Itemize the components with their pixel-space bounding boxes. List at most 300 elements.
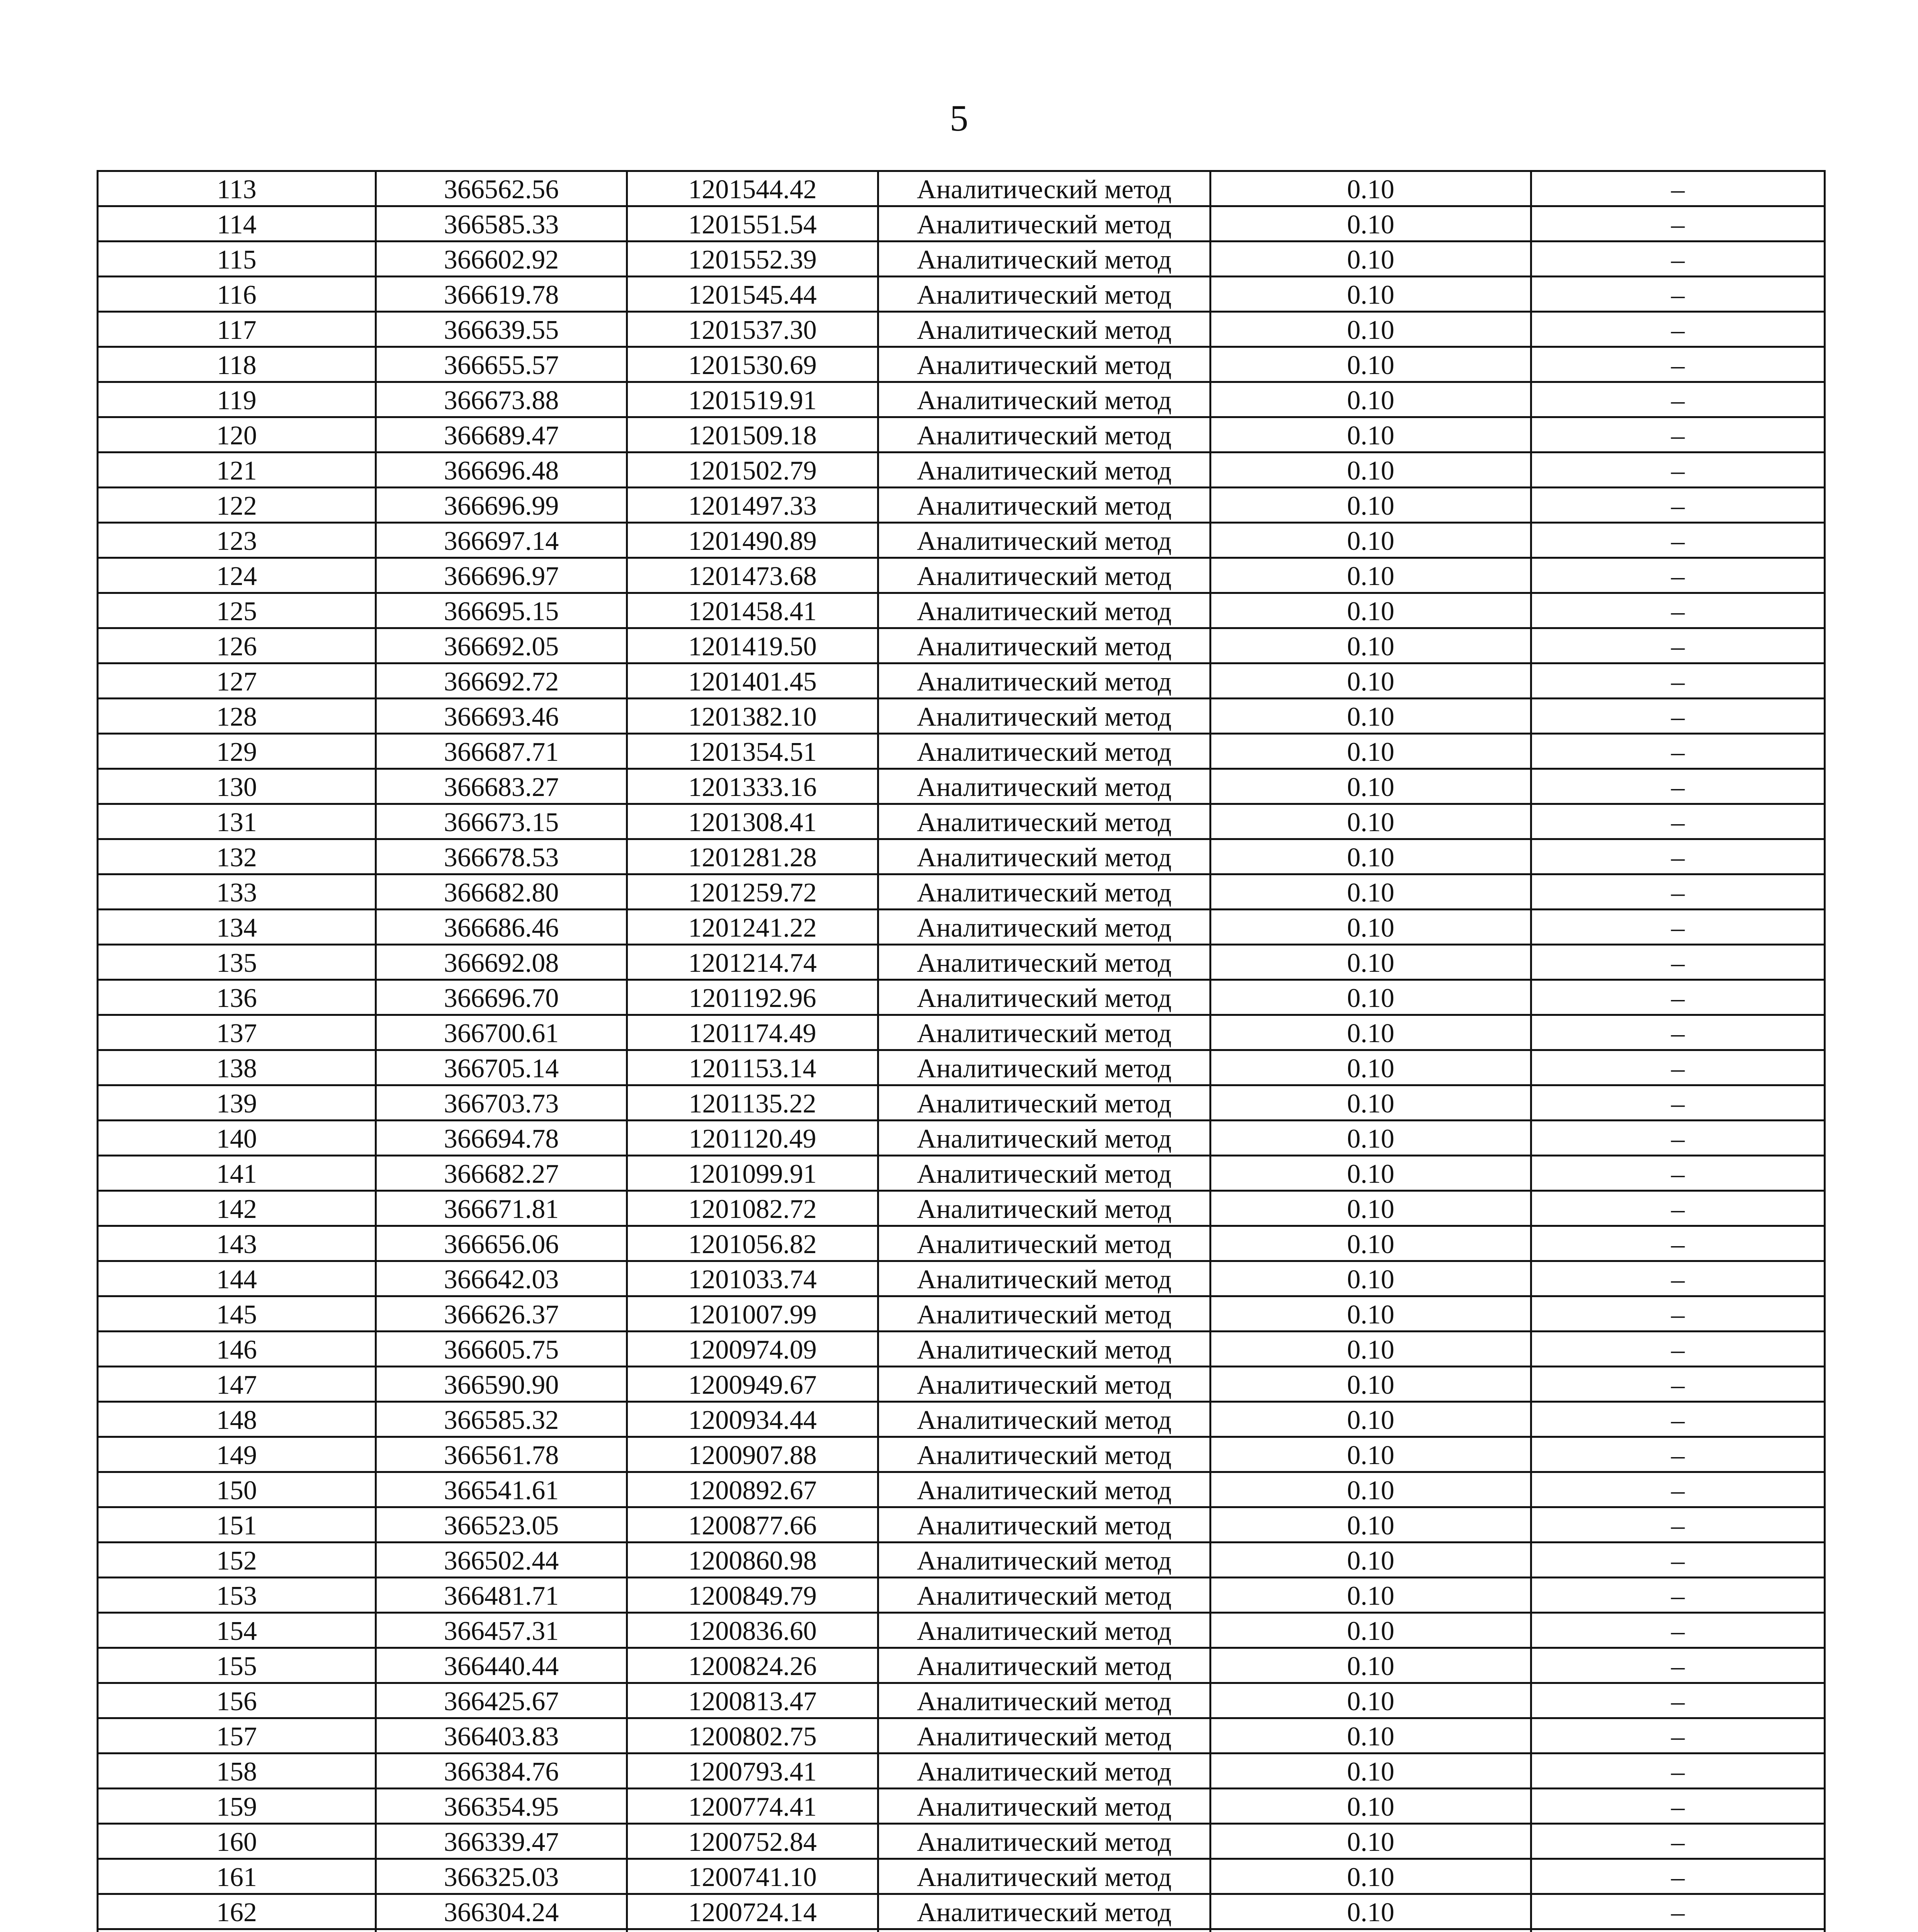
x-coordinate-cell: 366585.32 <box>376 1402 627 1437</box>
accuracy-cell: 0.10 <box>1211 1613 1531 1648</box>
table-row <box>98 839 1825 874</box>
x-coordinate-cell: 366687.71 <box>376 734 627 769</box>
accuracy-cell: 0.10 <box>1211 1648 1531 1683</box>
x-coordinate-cell: 366541.61 <box>376 1472 627 1507</box>
accuracy-cell: 0.10 <box>1211 1824 1531 1859</box>
y-coordinate-cell: 1201192.96 <box>627 980 878 1015</box>
point-number-cell: 159 <box>98 1789 376 1824</box>
accuracy-cell: 0.10 <box>1211 1507 1531 1543</box>
y-coordinate-cell: 1201214.74 <box>627 945 878 980</box>
table-row <box>98 910 1825 945</box>
x-coordinate-cell: 366682.80 <box>376 874 627 910</box>
method-cell: Аналитический метод <box>878 206 1211 242</box>
point-number-cell: 134 <box>98 910 376 945</box>
method-cell: Аналитический метод <box>878 452 1211 488</box>
note-cell: – <box>1531 382 1825 417</box>
method-cell: Аналитический метод <box>878 312 1211 347</box>
accuracy-cell: 0.10 <box>1211 206 1531 242</box>
table-row <box>98 1683 1825 1718</box>
method-cell: Аналитический метод <box>878 277 1211 312</box>
coordinates-table <box>97 170 1826 1932</box>
point-number-cell: 113 <box>98 171 376 206</box>
note-cell: – <box>1531 171 1825 206</box>
note-cell: – <box>1531 1753 1825 1789</box>
point-number-cell: 156 <box>98 1683 376 1718</box>
x-coordinate-cell: 366678.53 <box>376 839 627 874</box>
note-cell: – <box>1531 1332 1825 1367</box>
table-row <box>98 1437 1825 1472</box>
x-coordinate-cell: 366403.83 <box>376 1718 627 1753</box>
table-row <box>98 980 1825 1015</box>
x-coordinate-cell: 366602.92 <box>376 242 627 277</box>
accuracy-cell: 0.10 <box>1211 171 1531 206</box>
table-row <box>98 1929 1825 1932</box>
accuracy-cell: 0.10 <box>1211 769 1531 804</box>
table-row <box>98 593 1825 628</box>
point-number-cell: 148 <box>98 1402 376 1437</box>
y-coordinate-cell: 1201333.16 <box>627 769 878 804</box>
point-number-cell: 146 <box>98 1332 376 1367</box>
point-number-cell: 115 <box>98 242 376 277</box>
point-number-cell: 160 <box>98 1824 376 1859</box>
note-cell: – <box>1531 734 1825 769</box>
table-row <box>98 1894 1825 1929</box>
y-coordinate-cell: 1201241.22 <box>627 910 878 945</box>
method-cell: Аналитический метод <box>878 1050 1211 1085</box>
y-coordinate-cell: 1201490.89 <box>627 523 878 558</box>
note-cell: – <box>1531 1156 1825 1191</box>
x-coordinate-cell: 366673.15 <box>376 804 627 839</box>
table-row <box>98 382 1825 417</box>
x-coordinate-cell: 366696.99 <box>376 488 627 523</box>
method-cell: Аналитический метод <box>878 839 1211 874</box>
table-row <box>98 558 1825 593</box>
accuracy-cell: 0.10 <box>1211 910 1531 945</box>
note-cell: – <box>1531 769 1825 804</box>
note-cell: – <box>1531 804 1825 839</box>
table-row <box>98 699 1825 734</box>
method-cell: Аналитический метод <box>878 488 1211 523</box>
accuracy-cell: 0.10 <box>1211 1015 1531 1050</box>
x-coordinate-cell: 366642.03 <box>376 1261 627 1296</box>
accuracy-cell: 0.10 <box>1211 277 1531 312</box>
accuracy-cell: 0.10 <box>1211 874 1531 910</box>
y-coordinate-cell: 1201033.74 <box>627 1261 878 1296</box>
x-coordinate-cell: 366673.88 <box>376 382 627 417</box>
y-coordinate-cell: 1200802.75 <box>627 1718 878 1753</box>
x-coordinate-cell: 366696.97 <box>376 558 627 593</box>
table-row <box>98 663 1825 699</box>
method-cell: Аналитический метод <box>878 171 1211 206</box>
table-row <box>98 206 1825 242</box>
note-cell: – <box>1531 1296 1825 1332</box>
x-coordinate-cell: 366561.78 <box>376 1437 627 1472</box>
method-cell: Аналитический метод <box>878 558 1211 593</box>
note-cell: – <box>1531 417 1825 452</box>
accuracy-cell: 0.10 <box>1211 945 1531 980</box>
accuracy-cell: 0.10 <box>1211 1859 1531 1894</box>
y-coordinate-cell: 1201530.69 <box>627 347 878 382</box>
table-row <box>98 1472 1825 1507</box>
table-row <box>98 277 1825 312</box>
y-coordinate-cell: 1200949.67 <box>627 1367 878 1402</box>
x-coordinate-cell: 366694.78 <box>376 1121 627 1156</box>
x-coordinate-cell: 366304.24 <box>376 1894 627 1929</box>
x-coordinate-cell: 366689.47 <box>376 417 627 452</box>
y-coordinate-cell: 1200934.44 <box>627 1402 878 1437</box>
y-coordinate-cell: 1201537.30 <box>627 312 878 347</box>
method-cell: Аналитический метод <box>878 347 1211 382</box>
table-row <box>98 488 1825 523</box>
accuracy-cell: 0.10 <box>1211 1191 1531 1226</box>
y-coordinate-cell: 1201545.44 <box>627 277 878 312</box>
y-coordinate-cell: 1201153.14 <box>627 1050 878 1085</box>
note-cell: – <box>1531 980 1825 1015</box>
note-cell: – <box>1531 593 1825 628</box>
table-row <box>98 945 1825 980</box>
accuracy-cell: 0.10 <box>1211 1402 1531 1437</box>
x-coordinate-cell: 366697.14 <box>376 523 627 558</box>
table-row <box>98 1824 1825 1859</box>
accuracy-cell: 0.10 <box>1211 488 1531 523</box>
note-cell: – <box>1531 1121 1825 1156</box>
y-coordinate-cell: 1200974.09 <box>627 1332 878 1367</box>
accuracy-cell: 0.10 <box>1211 699 1531 734</box>
point-number-cell: 119 <box>98 382 376 417</box>
note-cell: – <box>1531 1226 1825 1261</box>
y-coordinate-cell: 1200813.47 <box>627 1683 878 1718</box>
x-coordinate-cell: 366523.05 <box>376 1507 627 1543</box>
note-cell: – <box>1531 699 1825 734</box>
table-row <box>98 242 1825 277</box>
y-coordinate-cell: 1201458.41 <box>627 593 878 628</box>
accuracy-cell: 0.10 <box>1211 1753 1531 1789</box>
accuracy-cell: 0.10 <box>1211 312 1531 347</box>
x-coordinate-cell: 366692.72 <box>376 663 627 699</box>
x-coordinate-cell: 366695.15 <box>376 593 627 628</box>
point-number-cell: 118 <box>98 347 376 382</box>
method-cell: Аналитический метод <box>878 1648 1211 1683</box>
x-coordinate-cell: 366683.27 <box>376 769 627 804</box>
table-row <box>98 171 1825 206</box>
accuracy-cell: 0.10 <box>1211 1578 1531 1613</box>
accuracy-cell: 0.10 <box>1211 452 1531 488</box>
accuracy-cell: 0.10 <box>1211 1718 1531 1753</box>
method-cell: Аналитический метод <box>878 699 1211 734</box>
y-coordinate-cell: 1201281.28 <box>627 839 878 874</box>
y-coordinate-cell: 1200849.79 <box>627 1578 878 1613</box>
y-coordinate-cell: 1201135.22 <box>627 1085 878 1121</box>
method-cell: Аналитический метод <box>878 1191 1211 1226</box>
accuracy-cell: 0.10 <box>1211 1226 1531 1261</box>
note-cell: – <box>1531 206 1825 242</box>
x-coordinate-cell: 366639.55 <box>376 312 627 347</box>
method-cell: Аналитический метод <box>878 1613 1211 1648</box>
point-number-cell: 144 <box>98 1261 376 1296</box>
note-cell: – <box>1531 312 1825 347</box>
method-cell: Аналитический метод <box>878 1859 1211 1894</box>
note-cell: – <box>1531 1402 1825 1437</box>
table-row <box>98 1753 1825 1789</box>
y-coordinate-cell: 1201509.18 <box>627 417 878 452</box>
y-coordinate-cell: 1200877.66 <box>627 1507 878 1543</box>
y-coordinate-cell: 1200741.10 <box>627 1859 878 1894</box>
table-row <box>98 523 1825 558</box>
point-number-cell: 155 <box>98 1648 376 1683</box>
point-number-cell: 161 <box>98 1859 376 1894</box>
accuracy-cell: 0.10 <box>1211 1050 1531 1085</box>
method-cell: Аналитический метод <box>878 1085 1211 1121</box>
accuracy-cell: 0.10 <box>1211 242 1531 277</box>
x-coordinate-cell: 366590.90 <box>376 1367 627 1402</box>
table-row <box>98 1121 1825 1156</box>
method-cell: Аналитический метод <box>878 1015 1211 1050</box>
accuracy-cell: 0.10 <box>1211 1261 1531 1296</box>
method-cell: Аналитический метод <box>878 1402 1211 1437</box>
method-cell: Аналитический метод <box>878 1437 1211 1472</box>
x-coordinate-cell: 366705.14 <box>376 1050 627 1085</box>
accuracy-cell: 0.10 <box>1211 628 1531 663</box>
point-number-cell: 136 <box>98 980 376 1015</box>
table-row <box>98 417 1825 452</box>
method-cell: Аналитический метод <box>878 1824 1211 1859</box>
method-cell: Аналитический метод <box>878 874 1211 910</box>
x-coordinate-cell: 366682.27 <box>376 1156 627 1191</box>
method-cell: Аналитический метод <box>878 1156 1211 1191</box>
method-cell: Аналитический метод <box>878 980 1211 1015</box>
accuracy-cell: 0.10 <box>1211 1121 1531 1156</box>
y-coordinate-cell: 1201551.54 <box>627 206 878 242</box>
x-coordinate-cell: 366696.70 <box>376 980 627 1015</box>
table-row <box>98 1156 1825 1191</box>
point-number-cell: 158 <box>98 1753 376 1789</box>
x-coordinate-cell: 366481.71 <box>376 1578 627 1613</box>
note-cell: – <box>1531 1472 1825 1507</box>
point-number-cell: 143 <box>98 1226 376 1261</box>
x-coordinate-cell: 366692.08 <box>376 945 627 980</box>
y-coordinate-cell: 1200824.26 <box>627 1648 878 1683</box>
method-cell: Аналитический метод <box>878 945 1211 980</box>
note-cell: – <box>1531 1683 1825 1718</box>
point-number-cell: 124 <box>98 558 376 593</box>
method-cell: Аналитический метод <box>878 1578 1211 1613</box>
method-cell: Аналитический метод <box>878 1472 1211 1507</box>
point-number-cell: 121 <box>98 452 376 488</box>
method-cell <box>878 1929 1211 1932</box>
x-coordinate-cell: 366605.75 <box>376 1332 627 1367</box>
x-coordinate-cell: 366339.47 <box>376 1824 627 1859</box>
point-number-cell: 133 <box>98 874 376 910</box>
point-number-cell: 128 <box>98 699 376 734</box>
point-number-cell: 140 <box>98 1121 376 1156</box>
y-coordinate-cell: 1201544.42 <box>627 171 878 206</box>
note-cell: – <box>1531 1648 1825 1683</box>
x-coordinate-cell: 366703.73 <box>376 1085 627 1121</box>
point-number-cell: 122 <box>98 488 376 523</box>
table-body <box>98 171 1825 1932</box>
x-coordinate-cell: 366671.81 <box>376 1191 627 1226</box>
x-coordinate-cell: 366585.33 <box>376 206 627 242</box>
y-coordinate-cell: 1201308.41 <box>627 804 878 839</box>
note-cell: – <box>1531 1613 1825 1648</box>
y-coordinate-cell: 1201007.99 <box>627 1296 878 1332</box>
note-cell: – <box>1531 1789 1825 1824</box>
note-cell: – <box>1531 523 1825 558</box>
accuracy-cell: 0.10 <box>1211 1156 1531 1191</box>
accuracy-cell: 0.10 <box>1211 663 1531 699</box>
method-cell: Аналитический метод <box>878 910 1211 945</box>
accuracy-cell: 0.10 <box>1211 558 1531 593</box>
x-coordinate-cell: 366384.76 <box>376 1753 627 1789</box>
y-coordinate-cell: 1200907.88 <box>627 1437 878 1472</box>
y-coordinate-cell: 1201174.49 <box>627 1015 878 1050</box>
y-coordinate-cell: 1201552.39 <box>627 242 878 277</box>
accuracy-cell: 0.10 <box>1211 1085 1531 1121</box>
method-cell: Аналитический метод <box>878 1543 1211 1578</box>
method-cell: Аналитический метод <box>878 1296 1211 1332</box>
method-cell: Аналитический метод <box>878 1753 1211 1789</box>
y-coordinate-cell: 1200892.67 <box>627 1472 878 1507</box>
note-cell: – <box>1531 1015 1825 1050</box>
y-coordinate-cell: 1200752.84 <box>627 1824 878 1859</box>
x-coordinate-cell: 366686.46 <box>376 910 627 945</box>
y-coordinate-cell: 1201120.49 <box>627 1121 878 1156</box>
point-number-cell: 117 <box>98 312 376 347</box>
point-number-cell: 137 <box>98 1015 376 1050</box>
x-coordinate-cell: 366325.03 <box>376 1859 627 1894</box>
method-cell: Аналитический метод <box>878 382 1211 417</box>
x-coordinate-cell <box>376 1929 627 1932</box>
point-number-cell: 139 <box>98 1085 376 1121</box>
y-coordinate-cell: 1201419.50 <box>627 628 878 663</box>
point-number-cell: 154 <box>98 1613 376 1648</box>
x-coordinate-cell: 366502.44 <box>376 1543 627 1578</box>
note-cell: – <box>1531 1085 1825 1121</box>
point-number-cell: 131 <box>98 804 376 839</box>
note-cell: – <box>1531 1824 1825 1859</box>
point-number-cell: 130 <box>98 769 376 804</box>
note-cell: – <box>1531 1894 1825 1929</box>
method-cell: Аналитический метод <box>878 769 1211 804</box>
y-coordinate-cell: 1200724.14 <box>627 1894 878 1929</box>
y-coordinate-cell: 1201401.45 <box>627 663 878 699</box>
accuracy-cell: 0.10 <box>1211 980 1531 1015</box>
method-cell: Аналитический метод <box>878 1894 1211 1929</box>
x-coordinate-cell: 366626.37 <box>376 1296 627 1332</box>
method-cell: Аналитический метод <box>878 242 1211 277</box>
point-number-cell: 142 <box>98 1191 376 1226</box>
table-row <box>98 628 1825 663</box>
note-cell: – <box>1531 1859 1825 1894</box>
table-row <box>98 1085 1825 1121</box>
point-number-cell: 125 <box>98 593 376 628</box>
point-number-cell: 150 <box>98 1472 376 1507</box>
table-row <box>98 1789 1825 1824</box>
point-number-cell: 114 <box>98 206 376 242</box>
note-cell: – <box>1531 874 1825 910</box>
y-coordinate-cell: 1201473.68 <box>627 558 878 593</box>
y-coordinate-cell <box>627 1929 878 1932</box>
point-number-cell <box>98 1929 376 1932</box>
table-row <box>98 1191 1825 1226</box>
method-cell: Аналитический метод <box>878 1718 1211 1753</box>
method-cell: Аналитический метод <box>878 734 1211 769</box>
y-coordinate-cell: 1200793.41 <box>627 1753 878 1789</box>
accuracy-cell: 0.10 <box>1211 1543 1531 1578</box>
method-cell: Аналитический метод <box>878 1507 1211 1543</box>
point-number-cell: 162 <box>98 1894 376 1929</box>
table-row <box>98 1050 1825 1085</box>
note-cell: – <box>1531 628 1825 663</box>
table-row <box>98 1648 1825 1683</box>
note-cell: – <box>1531 488 1825 523</box>
method-cell: Аналитический метод <box>878 1261 1211 1296</box>
table-row <box>98 1578 1825 1613</box>
note-cell: – <box>1531 277 1825 312</box>
page-number: 5 <box>950 97 968 139</box>
y-coordinate-cell: 1201502.79 <box>627 452 878 488</box>
accuracy-cell: 0.10 <box>1211 1894 1531 1929</box>
note-cell: – <box>1531 1191 1825 1226</box>
note-cell: – <box>1531 945 1825 980</box>
point-number-cell: 116 <box>98 277 376 312</box>
note-cell: – <box>1531 1578 1825 1613</box>
method-cell: Аналитический метод <box>878 663 1211 699</box>
y-coordinate-cell: 1200836.60 <box>627 1613 878 1648</box>
note-cell: – <box>1531 1718 1825 1753</box>
x-coordinate-cell: 366457.31 <box>376 1613 627 1648</box>
method-cell: Аналитический метод <box>878 804 1211 839</box>
note-cell: – <box>1531 452 1825 488</box>
note-cell <box>1531 1929 1825 1932</box>
method-cell: Аналитический метод <box>878 593 1211 628</box>
y-coordinate-cell: 1201099.91 <box>627 1156 878 1191</box>
table-row <box>98 1332 1825 1367</box>
accuracy-cell: 0.10 <box>1211 382 1531 417</box>
table-row <box>98 1296 1825 1332</box>
x-coordinate-cell: 366692.05 <box>376 628 627 663</box>
point-number-cell: 149 <box>98 1437 376 1472</box>
x-coordinate-cell: 366696.48 <box>376 452 627 488</box>
accuracy-cell: 0.10 <box>1211 593 1531 628</box>
point-number-cell: 147 <box>98 1367 376 1402</box>
method-cell: Аналитический метод <box>878 628 1211 663</box>
point-number-cell: 138 <box>98 1050 376 1085</box>
x-coordinate-cell: 366354.95 <box>376 1789 627 1824</box>
y-coordinate-cell: 1201354.51 <box>627 734 878 769</box>
note-cell: – <box>1531 910 1825 945</box>
point-number-cell: 126 <box>98 628 376 663</box>
accuracy-cell: 0.10 <box>1211 1789 1531 1824</box>
accuracy-cell: 0.10 <box>1211 1332 1531 1367</box>
note-cell: – <box>1531 1367 1825 1402</box>
y-coordinate-cell: 1201497.33 <box>627 488 878 523</box>
table-row <box>98 1507 1825 1543</box>
y-coordinate-cell: 1200774.41 <box>627 1789 878 1824</box>
accuracy-cell: 0.10 <box>1211 1683 1531 1718</box>
table-row <box>98 1543 1825 1578</box>
accuracy-cell: 0.10 <box>1211 1296 1531 1332</box>
y-coordinate-cell: 1201056.82 <box>627 1226 878 1261</box>
table-row <box>98 1718 1825 1753</box>
method-cell: Аналитический метод <box>878 1789 1211 1824</box>
point-number-cell: 123 <box>98 523 376 558</box>
x-coordinate-cell: 366655.57 <box>376 347 627 382</box>
point-number-cell: 127 <box>98 663 376 699</box>
table-row <box>98 1367 1825 1402</box>
accuracy-cell: 0.10 <box>1211 734 1531 769</box>
note-cell: – <box>1531 1543 1825 1578</box>
